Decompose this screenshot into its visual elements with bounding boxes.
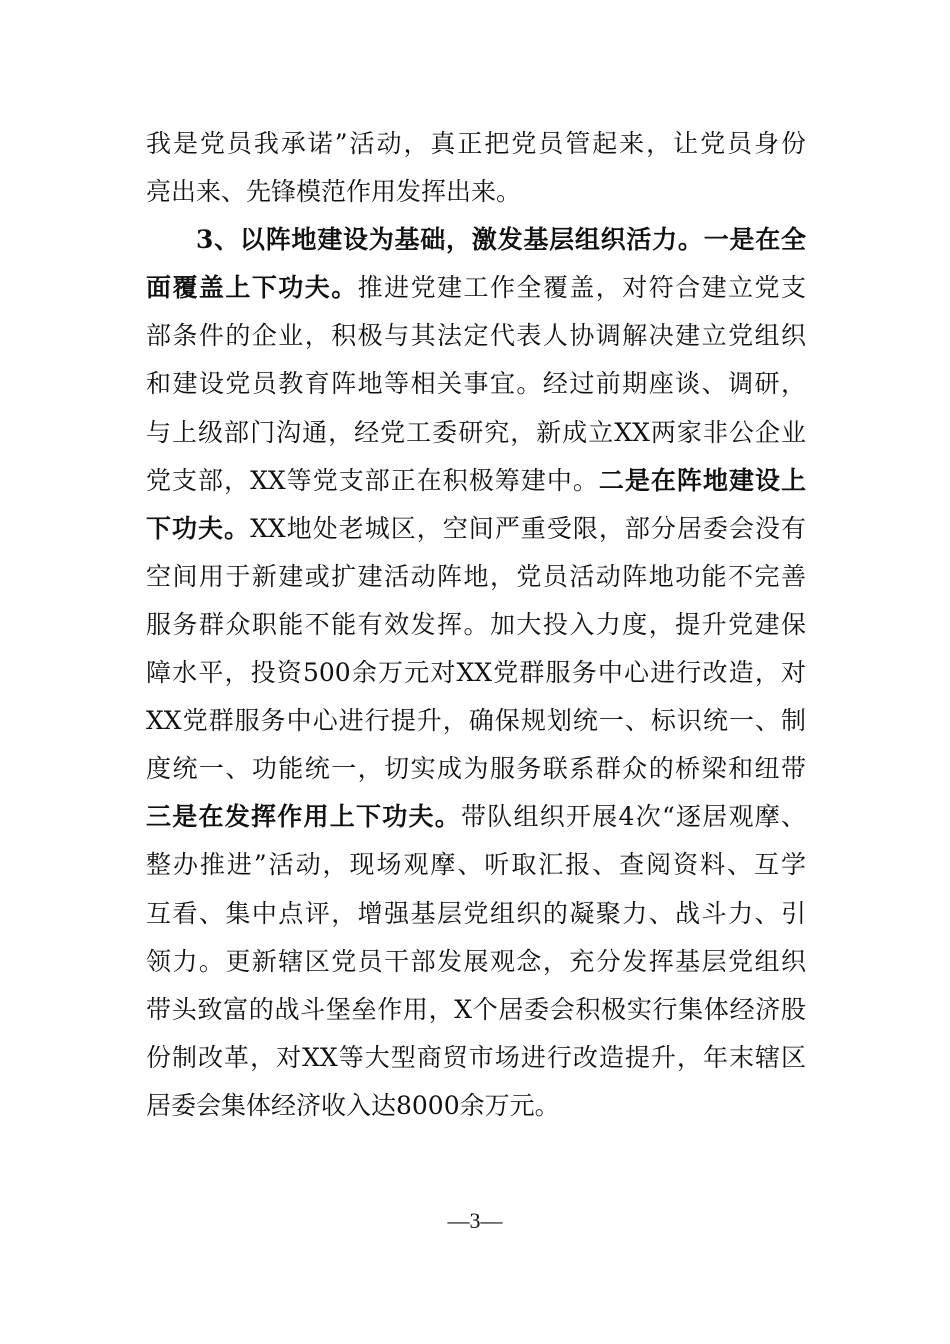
- text-line: [146, 986, 806, 1034]
- text-segment: 整办推进”活动，现场观摩、听取汇报、查阅资料、互学: [146, 850, 806, 880]
- text-segment: 度统一、功能统一，切实成为服务联系群众的桥梁和纽带: [146, 754, 806, 784]
- text-line: [146, 649, 806, 697]
- text-segment: 领力。更新辖区党员干部发展观念，充分发挥基层党组织: [146, 946, 806, 976]
- text-segment: 与上级部门沟通，经党工委研究，新成立XX两家非公企业: [146, 417, 806, 447]
- text-line: [146, 312, 806, 360]
- text-segment: XX党群服务中心进行提升，确保规划统一、标识统一、制: [146, 706, 806, 736]
- text-segment: 党支部，XX等党支部正在积极筹建中。: [146, 465, 599, 495]
- text-segment: 互看、集中点评，增强基层党组织的凝聚力、战斗力、引: [146, 898, 806, 928]
- text-segment: 带头致富的战斗堡垒作用，X个居委会积极实行集体经济股: [146, 994, 806, 1024]
- bold-text-segment: 面覆盖上下功夫。: [146, 273, 358, 303]
- text-line: [146, 745, 806, 793]
- text-segment: 我是党员我承诺”活动，真正把党员管起来，让党员身份: [146, 129, 806, 158]
- text-line: [146, 409, 806, 457]
- text-segment: 推进党建工作全覆盖，对符合建立党支: [357, 273, 806, 303]
- text-segment: XX地处老城区，空间严重受限，部分居委会没有: [250, 513, 806, 543]
- text-line: [146, 505, 806, 553]
- text-segment: 亮出来、先锋模范作用发挥出来。: [146, 177, 522, 207]
- text-line: [146, 457, 806, 505]
- text-line: [146, 168, 806, 216]
- text-line: [146, 360, 806, 408]
- text-segment: 部条件的企业，积极与其法定代表人协调解决建立党组织: [146, 321, 806, 351]
- text-line: [146, 216, 806, 264]
- text-line: [146, 890, 806, 938]
- body-text: [146, 120, 806, 1130]
- text-segment: 服务群众职能不能有效发挥。加大投入力度，提升党建保: [146, 609, 806, 639]
- text-line: [146, 841, 806, 889]
- text-line: [146, 1082, 806, 1130]
- bold-text-segment: 3、以阵地建设为基础，激发基层组织活力。一是在全: [196, 225, 806, 255]
- text-line: [146, 120, 806, 168]
- text-line: [146, 697, 806, 745]
- text-line: [146, 793, 806, 841]
- text-segment: 居委会集体经济收入达8000余万元。: [146, 1090, 560, 1120]
- text-segment: 带队组织开展4次“逐居观摩、: [461, 802, 806, 832]
- text-segment: 份制改革，对XX等大型商贸市场进行改造提升，年末辖区: [146, 1042, 806, 1072]
- text-line: [146, 1034, 806, 1082]
- bold-text-segment: 下功夫。: [146, 513, 251, 543]
- text-line: [146, 264, 806, 312]
- bold-text-segment: 三是在发挥作用上下功夫。: [146, 802, 462, 832]
- text-segment: 和建设党员教育阵地等相关事宜。经过前期座谈、调研，: [146, 369, 806, 399]
- bold-text-segment: 二是在阵地建设上: [598, 465, 806, 495]
- text-line: [146, 553, 806, 601]
- page-number: —3—: [447, 1208, 503, 1233]
- text-line: [146, 601, 806, 649]
- text-segment: 障水平，投资500余万元对XX党群服务中心进行改造，对: [146, 658, 806, 688]
- text-line: [146, 938, 806, 986]
- text-segment: 空间用于新建或扩建活动阵地，党员活动阵地功能不完善: [146, 561, 806, 591]
